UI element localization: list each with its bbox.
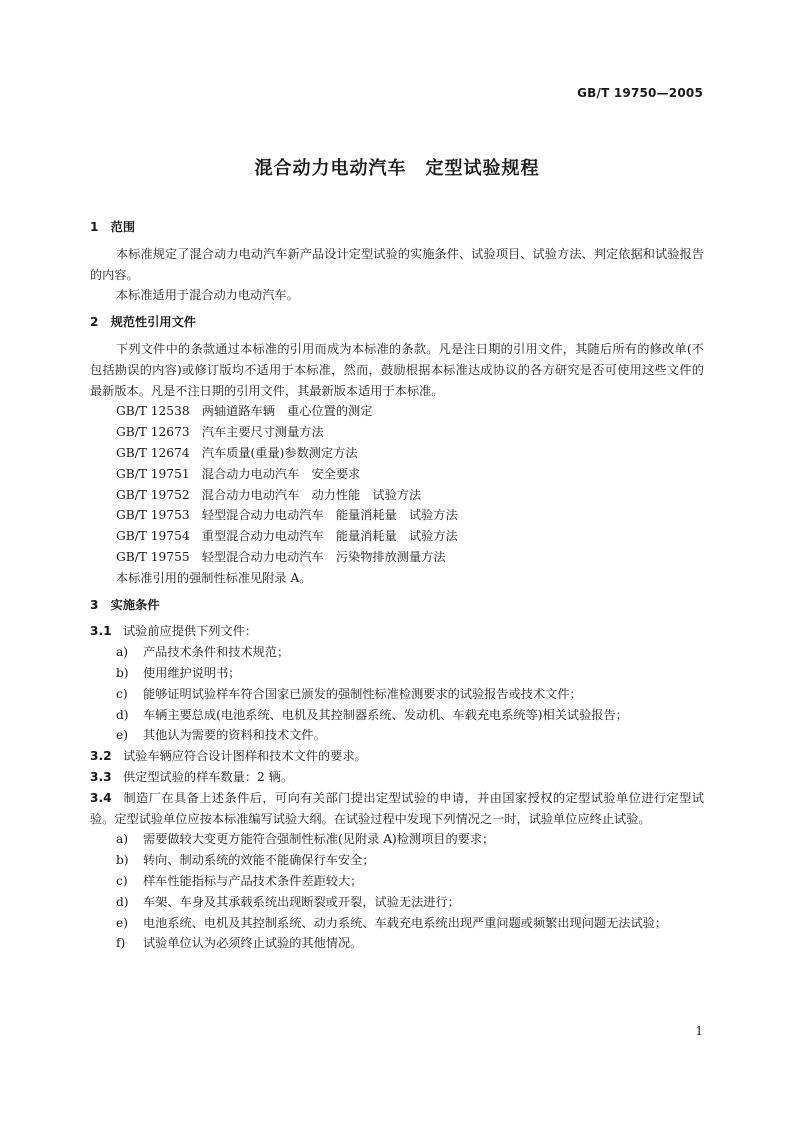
section-heading-normative-references: 2 规范性引用文件: [90, 315, 196, 330]
page-number: 1: [695, 1024, 703, 1038]
list-text: 能够证明试验样车符合国家已颁发的强制性标准检测要求的试验报告或技术文件；: [143, 686, 582, 701]
list-text: 样车性能指标与产品技术条件差距较大；: [143, 873, 363, 888]
list-text: 车辆主要总成(电池系统、电机及其控制器系统、发动机、车载充电系统等)相关试验报告；: [143, 707, 628, 722]
clause-number: 3.3: [90, 769, 112, 784]
list-item: [90, 933, 704, 954]
reference-item: GB/T 19752 混合动力电动汽车 动力性能 试验方法: [116, 487, 422, 502]
paragraph: 本标准适用于混合动力电动汽车。: [116, 288, 299, 303]
list-label: a): [116, 645, 129, 660]
document-title: 混合动力电动汽车 定型试验规程: [254, 158, 540, 179]
reference-item: GB/T 12674 汽车质量(重量)参数测定方法: [116, 445, 358, 460]
list-label: b): [116, 665, 129, 680]
list-text: 试验单位认为必须终止试验的其他情况。: [143, 936, 363, 951]
list-label: a): [116, 832, 129, 847]
section-heading-scope: 1 范围: [90, 220, 136, 234]
list-text: 产品技术条件和技术规范；: [143, 645, 290, 660]
clause-text: 制造厂在具备上述条件后，可向有关部门提出定型试验的申请，并由国家授权的定型试验单位进行定型试验。定型试验单位应按本标准编写试验大纲。在试验过程中发现下列情况之一时，试验单位应终止试验。: [90, 790, 704, 826]
reference-item: GB/T 19755 轻型混合动力电动汽车 污染物排放测量方法: [116, 549, 446, 564]
clause-number: 3.2: [90, 749, 112, 764]
list-item: [90, 871, 704, 892]
list-label: c): [116, 686, 128, 701]
paragraph: 下列文件中的条款通过本标准的引用而成为本标准的条款。凡是注日期的引用文件，其随后所有的修改单(不包括勘误的内容)或修订版均不适用于本标准，然而，鼓励根据本标准达成协议的各方研究是否可使用这些文件的最新版本。凡是不注日期的引用文件，其最新版本适用于本标准。: [90, 341, 704, 398]
list-item: [90, 829, 704, 850]
clause-text: 试验车辆应符合设计图样和技术文件的要求。: [123, 749, 367, 764]
clause-3-4: [90, 788, 704, 830]
list-label: b): [116, 853, 129, 868]
clause-number: 3.1: [90, 624, 112, 639]
reference-item: GB/T 19751 混合动力电动汽车 安全要求: [116, 466, 361, 481]
list-item: [90, 642, 704, 663]
list-item: [90, 850, 704, 871]
list-item: [90, 663, 704, 684]
clause-text: 供定型试验的样车数量：2 辆。: [123, 769, 294, 784]
standard-number: GB/T 19750—2005: [577, 86, 703, 100]
section-heading-conditions: 3 实施条件: [90, 597, 160, 612]
paragraph: 本标准引用的强制性标准见附录 A。: [116, 570, 312, 585]
clause-3-1: [90, 621, 704, 642]
list-item: [90, 725, 704, 746]
list-label: e): [116, 728, 128, 743]
clause-text: 试验前应提供下列文件：: [123, 624, 258, 639]
list-text: 需要做较大变更方能符合强制性标准(见附录 A)检测项目的要求；: [143, 832, 495, 847]
reference-item: GB/T 19754 重型混合动力电动汽车 能量消耗量 试验方法: [116, 529, 458, 544]
list-item: [90, 892, 704, 913]
list-label: d): [116, 894, 129, 909]
document-body: [90, 217, 704, 954]
list-label: f): [116, 936, 126, 951]
list-item: [90, 705, 704, 726]
list-label: d): [116, 707, 129, 722]
list-label: e): [116, 915, 128, 930]
list-text: 电池系统、电机及其控制系统、动力系统、车载充电系统出现严重问题或频繁出现问题无法试验；: [143, 915, 668, 930]
list-text: 其他认为需要的资料和技术文件。: [143, 728, 326, 743]
paragraph: 本标准规定了混合动力电动汽车新产品设计定型试验的实施条件、试验项目、试验方法、判定依据和试验报告的内容。: [90, 246, 704, 282]
list-item: [90, 684, 704, 705]
list-text: 车架、车身及其承载系统出现断裂或开裂，试验无法进行；: [143, 894, 460, 909]
list-label: c): [116, 873, 128, 888]
list-item: [90, 913, 704, 934]
clause-3-3: [90, 767, 704, 788]
list-text: 使用维护说明书；: [143, 665, 241, 680]
reference-item: GB/T 12673 汽车主要尺寸测量方法: [116, 425, 324, 440]
clause-number: 3.4: [90, 790, 112, 805]
clause-3-2: [90, 746, 704, 767]
list-text: 转向、制动系统的效能不能确保行车安全；: [143, 853, 375, 868]
reference-item: GB/T 19753 轻型混合动力电动汽车 能量消耗量 试验方法: [116, 508, 458, 523]
reference-item: GB/T 12538 两轴道路车辆 重心位置的测定: [116, 404, 373, 419]
